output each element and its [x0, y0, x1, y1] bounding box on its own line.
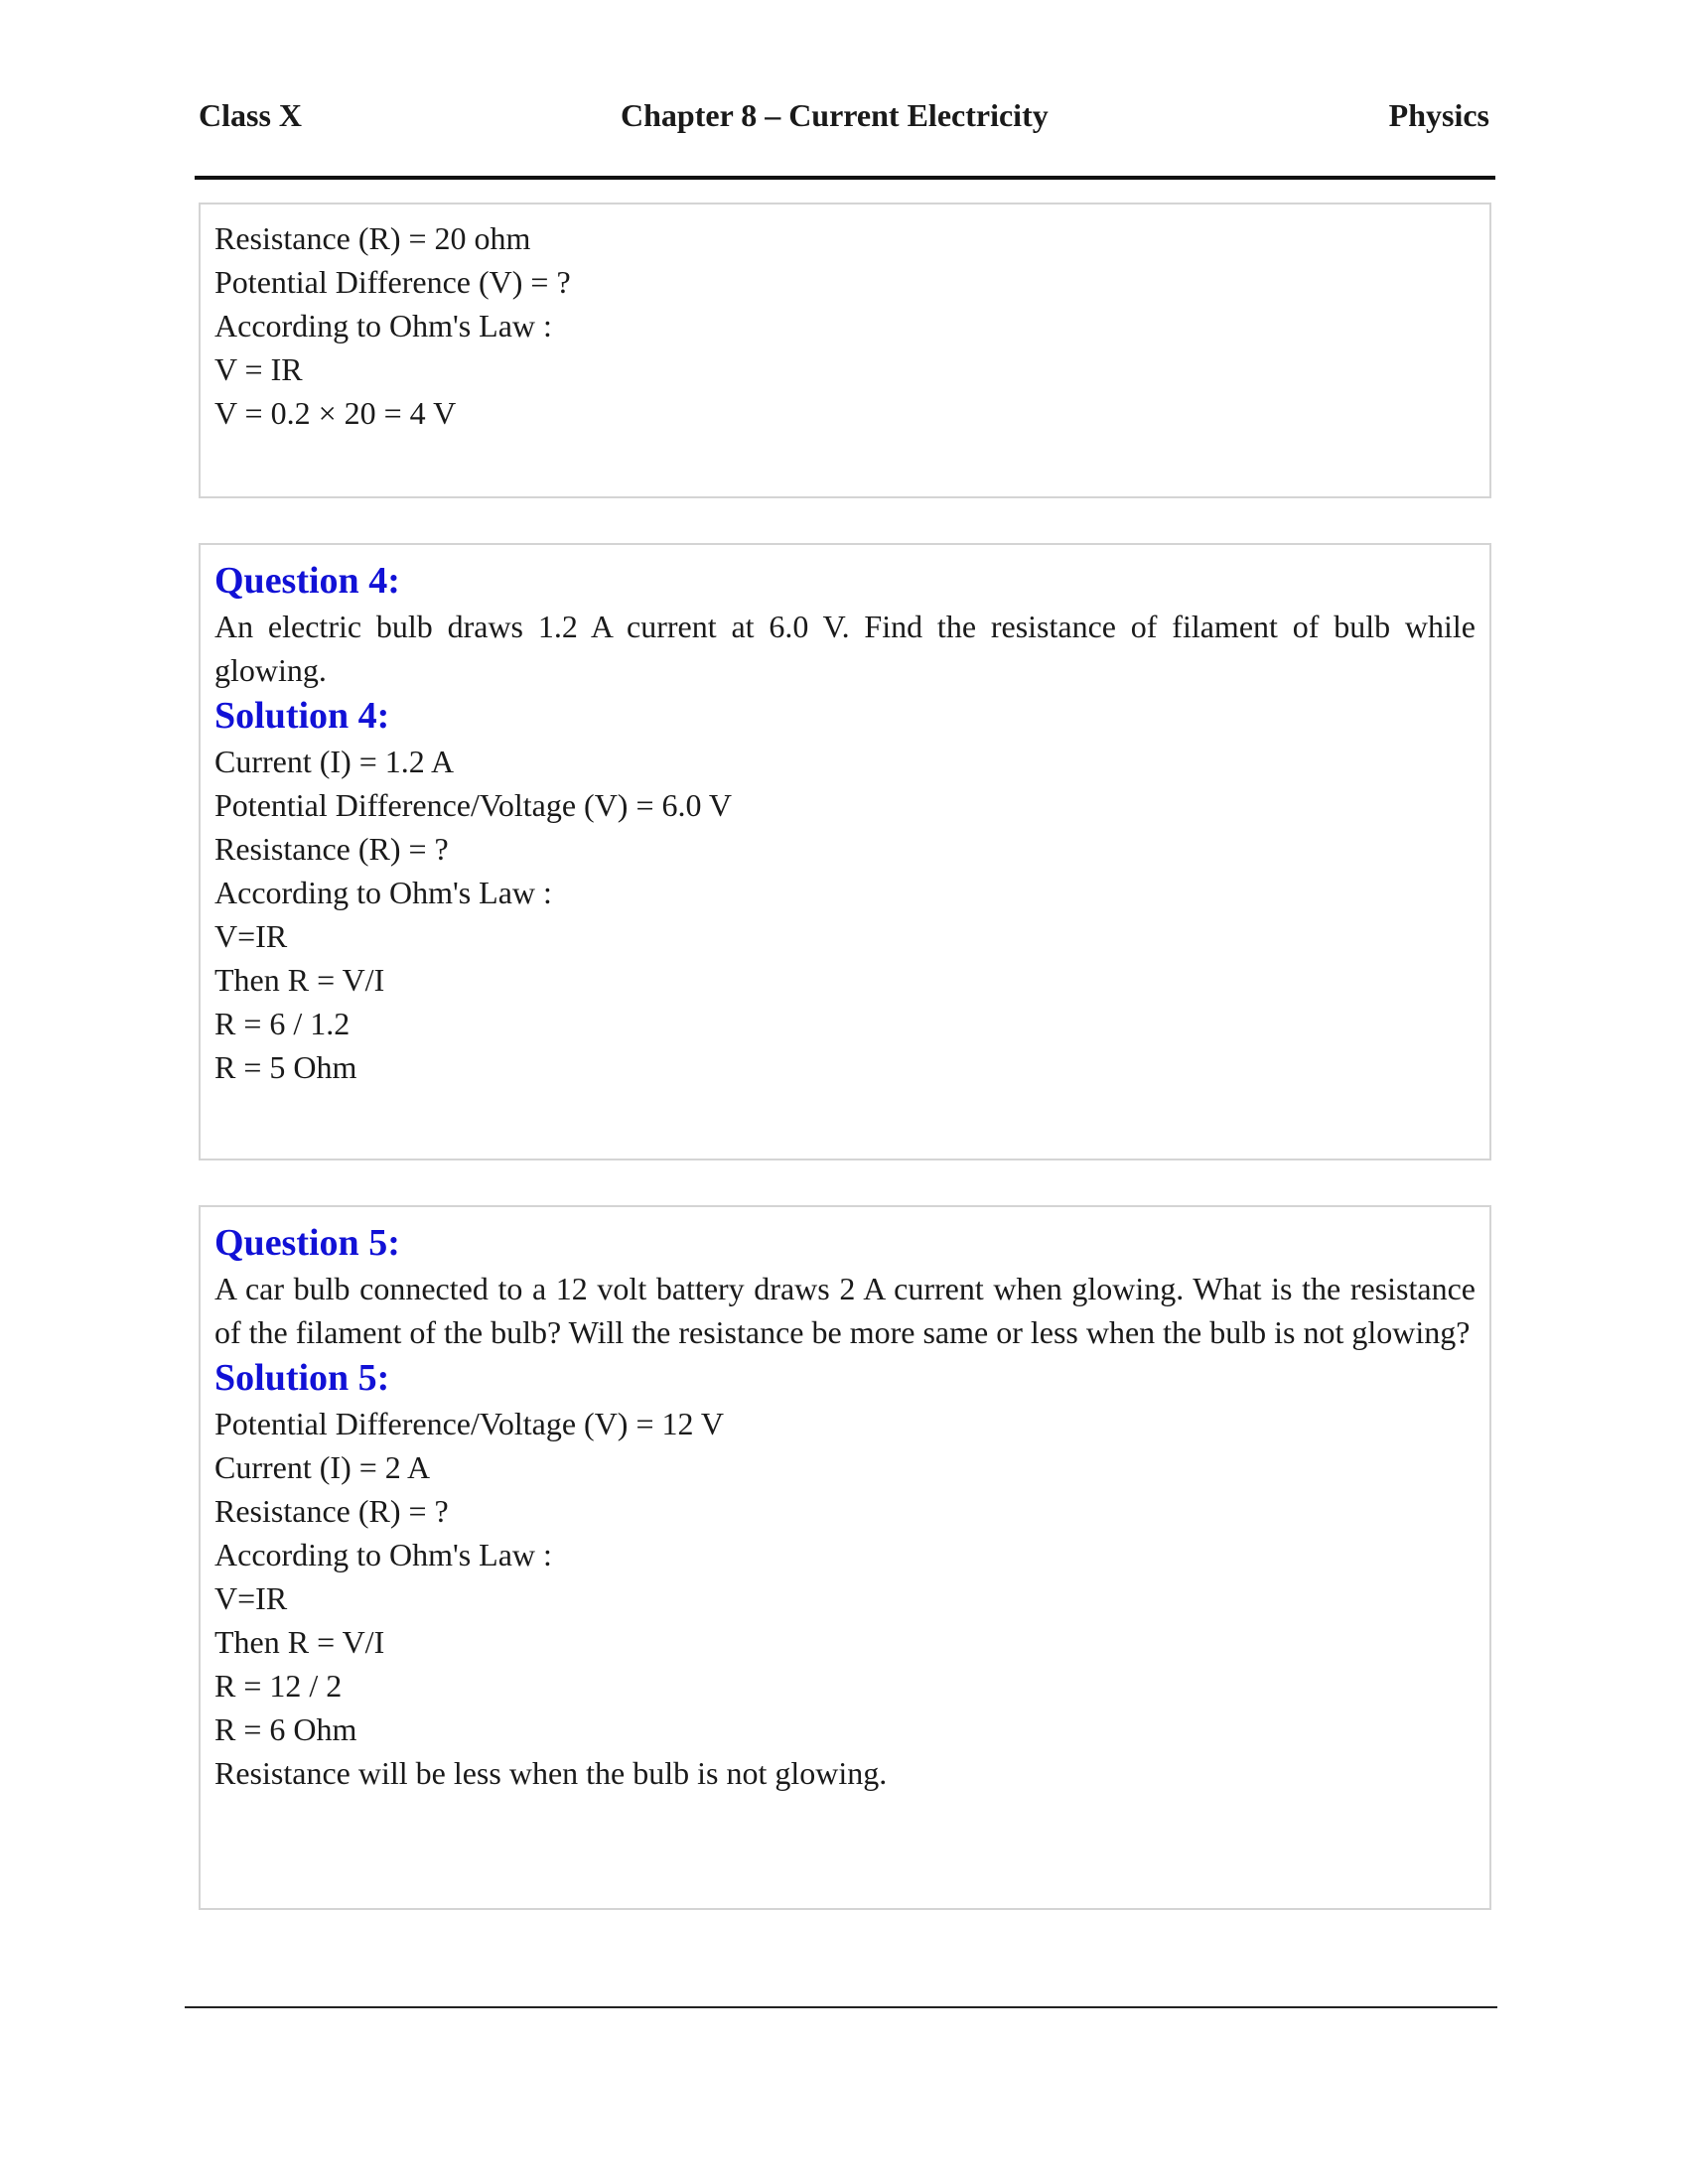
continued-solution-box [199, 203, 1491, 498]
solution-line: According to Ohm's Law : [214, 308, 552, 343]
solution-4-heading: Solution 4: [214, 695, 390, 737]
solution-line: Current (I) = 1.2 A [214, 744, 455, 779]
page-header [199, 97, 1489, 141]
footer-divider [185, 2006, 1497, 2008]
solution-line: Potential Difference/Voltage (V) = 12 V [214, 1406, 725, 1441]
solution-line: R = 6 Ohm [214, 1711, 357, 1747]
header-chapter-title: Chapter 8 – Current Electricity [621, 97, 1049, 133]
solution-line: Then R = V/I [214, 962, 385, 998]
solution-line: Resistance (R) = ? [214, 1493, 449, 1529]
solution-line: V=IR [214, 918, 288, 954]
question-5-text: A car bulb connected to a 12 volt battery draws 2 A current when glowing. What is the resistance of the filament of the bulb? Will the resistance be more same or less when the bulb is not glowing? [214, 1271, 1476, 1350]
solution-line: Potential Difference (V) = ? [214, 264, 571, 300]
solution-line: Then R = V/I [214, 1624, 385, 1660]
question-4-heading: Question 4: [214, 560, 400, 602]
solution-line: V=IR [214, 1580, 288, 1616]
solution-line: According to Ohm's Law : [214, 1537, 552, 1572]
solution-5-heading: Solution 5: [214, 1357, 390, 1399]
solution-line: Potential Difference/Voltage (V) = 6.0 V [214, 787, 733, 823]
question-5-heading: Question 5: [214, 1222, 400, 1264]
solution-line: R = 12 / 2 [214, 1668, 343, 1704]
solution-line: V = 0.2 × 20 = 4 V [214, 395, 457, 431]
solution-line: Resistance will be less when the bulb is not glowing. [214, 1755, 888, 1791]
header-class: Class X [199, 97, 303, 133]
solution-line: According to Ohm's Law : [214, 875, 552, 910]
solution-line: R = 6 / 1.2 [214, 1006, 351, 1041]
header-divider [195, 176, 1495, 180]
solution-line: Resistance (R) = 20 ohm [214, 220, 531, 256]
solution-line: R = 5 Ohm [214, 1049, 357, 1085]
solution-line: Current (I) = 2 A [214, 1449, 431, 1485]
solution-line: V = IR [214, 351, 303, 387]
question-4-box [199, 543, 1491, 1160]
header-subject: Physics [1388, 97, 1489, 133]
question-5-box [199, 1205, 1491, 1910]
solution-line: Resistance (R) = ? [214, 831, 449, 867]
question-4-text: An electric bulb draws 1.2 A current at 6.0 V. Find the resistance of filament of bulb while glowing. [214, 609, 1476, 688]
